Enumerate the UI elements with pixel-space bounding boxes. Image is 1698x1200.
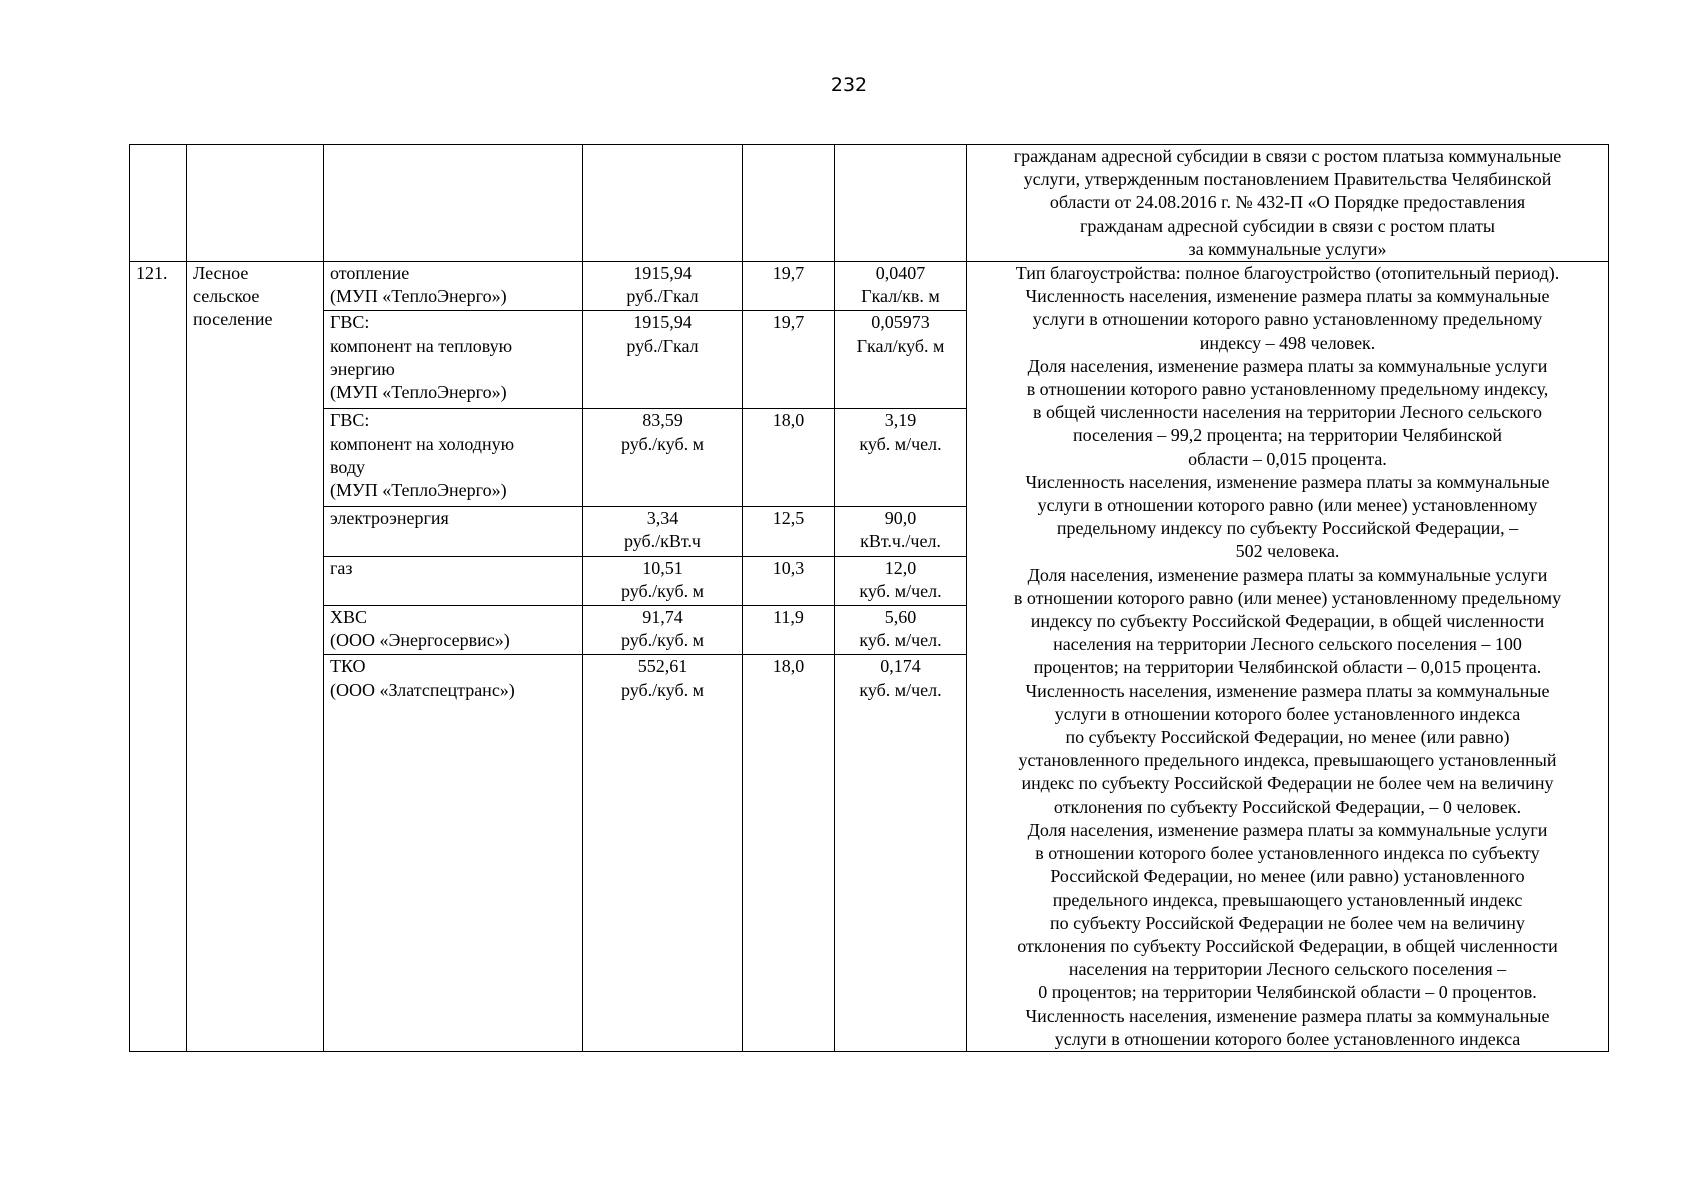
page-number: 232 xyxy=(830,74,868,96)
service-name-line: (МУП «ТеплоЭнерго») xyxy=(330,286,507,307)
service-name-line: ГВС: xyxy=(330,312,370,333)
continuation-line: гражданам адресной субсидии в связи с ростом платы xyxy=(1079,215,1495,236)
tariff-line: руб./куб. м xyxy=(621,630,704,651)
service-name-line: (ООО «Златспецтранс») xyxy=(330,679,515,700)
description-line: по субъекту Российской Федерации, но менее (или равно) xyxy=(1065,727,1510,748)
service-name xyxy=(324,262,583,311)
tariff-line: руб./куб. м xyxy=(621,433,704,454)
norm-cell-empty xyxy=(835,145,967,262)
service-index: 11,9 xyxy=(743,606,835,655)
description-line: отклонения по субъекту Российской Федерации, в общей численности xyxy=(1017,935,1558,956)
norm-line: куб. м/чел. xyxy=(859,433,942,454)
service-name-line: воду xyxy=(330,456,366,477)
norm-line: куб. м/чел. xyxy=(859,580,942,601)
description-line: предельного индекса, превышающего установленный индекс xyxy=(1052,889,1523,910)
description-line: 0 процентов; на территории Челябинской области – 0 процентов. xyxy=(1038,982,1537,1003)
service-name xyxy=(324,556,583,605)
tariff-line: 1915,94 xyxy=(633,263,692,284)
settlement-line: сельское xyxy=(193,286,260,307)
tariff-line: руб./куб. м xyxy=(621,679,704,700)
description-line: Тип благоустройства: полное благоустройство (отопительный период). xyxy=(1015,263,1560,284)
description-line: в отношении которого более установленного индекса по субъекту xyxy=(1035,843,1540,864)
service-norm xyxy=(835,606,967,655)
description-line: индекс по субъекту Российской Федерации не более чем на величину xyxy=(1021,773,1554,794)
description-line: в общей численности населения на территории Лесного сельского xyxy=(1032,402,1543,423)
service-name-line: энергию xyxy=(330,358,395,379)
tariff-cell-empty xyxy=(583,145,743,262)
description-line: Численность населения, изменение размера платы за коммунальные xyxy=(1025,1005,1550,1026)
service-norm xyxy=(835,311,967,409)
tariff-line: 1915,94 xyxy=(633,312,692,333)
service-name-line: газ xyxy=(330,557,353,578)
service-name-line: компонент на холодную xyxy=(330,433,515,454)
entry-number: 121. xyxy=(130,262,187,1052)
service-name xyxy=(324,507,583,556)
continuation-text xyxy=(967,145,1609,262)
norm-line: куб. м/чел. xyxy=(859,679,942,700)
service-tariff xyxy=(583,655,743,1051)
settlement-cell-empty xyxy=(187,145,324,262)
service-name xyxy=(324,311,583,409)
description-line: Российской Федерации, но менее (или равно) установленного xyxy=(1050,866,1525,887)
norm-line: кВт.ч./чел. xyxy=(860,531,941,552)
service-name-line: электроэнергия xyxy=(330,508,449,529)
service-cell-empty xyxy=(324,145,583,262)
number-cell-empty xyxy=(130,145,187,262)
description-line: Численность населения, изменение размера платы за коммунальные xyxy=(1025,286,1550,307)
description-line: в отношении которого равно (или менее) установленному предельному xyxy=(1013,587,1562,608)
tariff-line: 83,59 xyxy=(642,410,683,431)
service-name-line: (МУП «ТеплоЭнерго») xyxy=(330,382,507,403)
description-line: Численность населения, изменение размера платы за коммунальные xyxy=(1025,471,1550,492)
norm-line: 12,0 xyxy=(884,557,917,578)
description-line: по субъекту Российской Федерации не более чем на величину xyxy=(1050,912,1525,933)
service-name-line: (ООО «Энергосервис») xyxy=(330,630,510,651)
service-index: 18,0 xyxy=(743,409,835,507)
description-line: отклонения по субъекту Российской Федерации, – 0 человек. xyxy=(1053,796,1522,817)
continuation-line: гражданам адресной субсидии в связи с ростом платыза коммунальные xyxy=(1013,146,1562,166)
index-cell-empty xyxy=(743,145,835,262)
service-norm xyxy=(835,409,967,507)
service-norm xyxy=(835,556,967,605)
description-line: в отношении которого равно установленному предельному индексу, xyxy=(1026,379,1549,400)
description-line: услуги в отношении которого равно (или менее) установленному xyxy=(1037,495,1538,516)
description-line: услуги в отношении которого более установленного индекса xyxy=(1054,1028,1521,1049)
continuation-line: области от 24.08.2016 г. № 432-П «О Порядке предоставления xyxy=(1049,192,1526,213)
description-line: услуги в отношении которого равно установленному предельному xyxy=(1032,309,1543,330)
service-name xyxy=(324,409,583,507)
norm-line: 0,174 xyxy=(880,656,921,677)
description-line: 502 человека. xyxy=(1235,541,1340,562)
service-tariff xyxy=(583,409,743,507)
service-name-line: ХВС xyxy=(330,607,368,628)
entry-description xyxy=(967,262,1609,1052)
norm-line: 5,60 xyxy=(884,607,917,628)
description-line: области – 0,015 процента. xyxy=(1188,448,1387,469)
tariff-line: 3,34 xyxy=(646,508,679,529)
norm-line: 0,05973 xyxy=(871,312,930,333)
norm-line: Гкал/кв. м xyxy=(861,286,940,307)
description-line: установленного предельного индекса, превышающего установленный xyxy=(1018,750,1557,771)
service-name-line: отопление xyxy=(330,263,410,284)
description-line: населения на территории Лесного сельского поселения – xyxy=(1068,959,1507,980)
description-line: индексу – 498 человек. xyxy=(1199,332,1376,353)
service-tariff xyxy=(583,556,743,605)
service-name xyxy=(324,606,583,655)
settlement-line: Лесное xyxy=(193,263,249,284)
norm-line: 0,0407 xyxy=(875,263,926,284)
continuation-line: услуги, утвержденным постановлением Правительства Челябинской xyxy=(1023,169,1552,190)
tariff-line: руб./кВт.ч xyxy=(623,531,701,552)
service-name-line: (МУП «ТеплоЭнерго») xyxy=(330,479,507,500)
description-line: Доля населения, изменение размера платы за коммунальные услуги xyxy=(1027,564,1548,585)
continuation-line: за коммунальные услуги» xyxy=(1188,238,1387,259)
settlement-name xyxy=(187,262,324,1052)
tariff-line: руб./Гкал xyxy=(626,335,699,356)
service-norm xyxy=(835,655,967,1051)
description-line: индексу по субъекту Российской Федерации, в общей численности xyxy=(1030,611,1545,632)
service-index: 18,0 xyxy=(743,655,835,1051)
tariff-line: руб./Гкал xyxy=(626,286,699,307)
service-index: 12,5 xyxy=(743,507,835,556)
continuation-row xyxy=(130,145,1609,262)
service-tariff xyxy=(583,606,743,655)
description-line: Численность населения, изменение размера платы за коммунальные xyxy=(1025,680,1550,701)
description-line: услуги в отношении которого более установленного индекса xyxy=(1054,703,1521,724)
service-name-line: ТКО xyxy=(330,656,366,677)
description-line: процентов; на территории Челябинской области – 0,015 процента. xyxy=(1033,657,1542,678)
service-index: 19,7 xyxy=(743,311,835,409)
norm-line: 3,19 xyxy=(884,410,917,431)
norm-line: куб. м/чел. xyxy=(859,630,942,651)
description-line: населения на территории Лесного сельского поселения – 100 xyxy=(1053,634,1522,655)
service-tariff xyxy=(583,262,743,311)
service-tariff xyxy=(583,507,743,556)
settlement-line: поселение xyxy=(193,309,273,330)
description-line: поселения – 99,2 процента; на территории Челябинской xyxy=(1072,425,1503,446)
norm-line: Гкал/куб. м xyxy=(856,335,945,356)
service-name-line: ГВС: xyxy=(330,410,370,431)
tariff-table xyxy=(129,144,1609,1052)
service-row xyxy=(130,262,1609,311)
tariff-line: руб./куб. м xyxy=(621,580,704,601)
service-index: 10,3 xyxy=(743,556,835,605)
norm-line: 90,0 xyxy=(884,508,917,529)
service-norm xyxy=(835,262,967,311)
description-line: Доля населения, изменение размера платы за коммунальные услуги xyxy=(1027,355,1548,376)
tariff-line: 552,61 xyxy=(637,656,688,677)
tariff-line: 10,51 xyxy=(642,557,683,578)
service-name-line: компонент на тепловую xyxy=(330,335,513,356)
tariff-line: 91,74 xyxy=(642,607,683,628)
service-name xyxy=(324,655,583,1051)
description-line: предельному индексу по субъекту Российской Федерации, – xyxy=(1056,518,1519,539)
service-norm xyxy=(835,507,967,556)
service-tariff xyxy=(583,311,743,409)
service-index: 19,7 xyxy=(743,262,835,311)
description-line: Доля населения, изменение размера платы за коммунальные услуги xyxy=(1027,819,1548,840)
